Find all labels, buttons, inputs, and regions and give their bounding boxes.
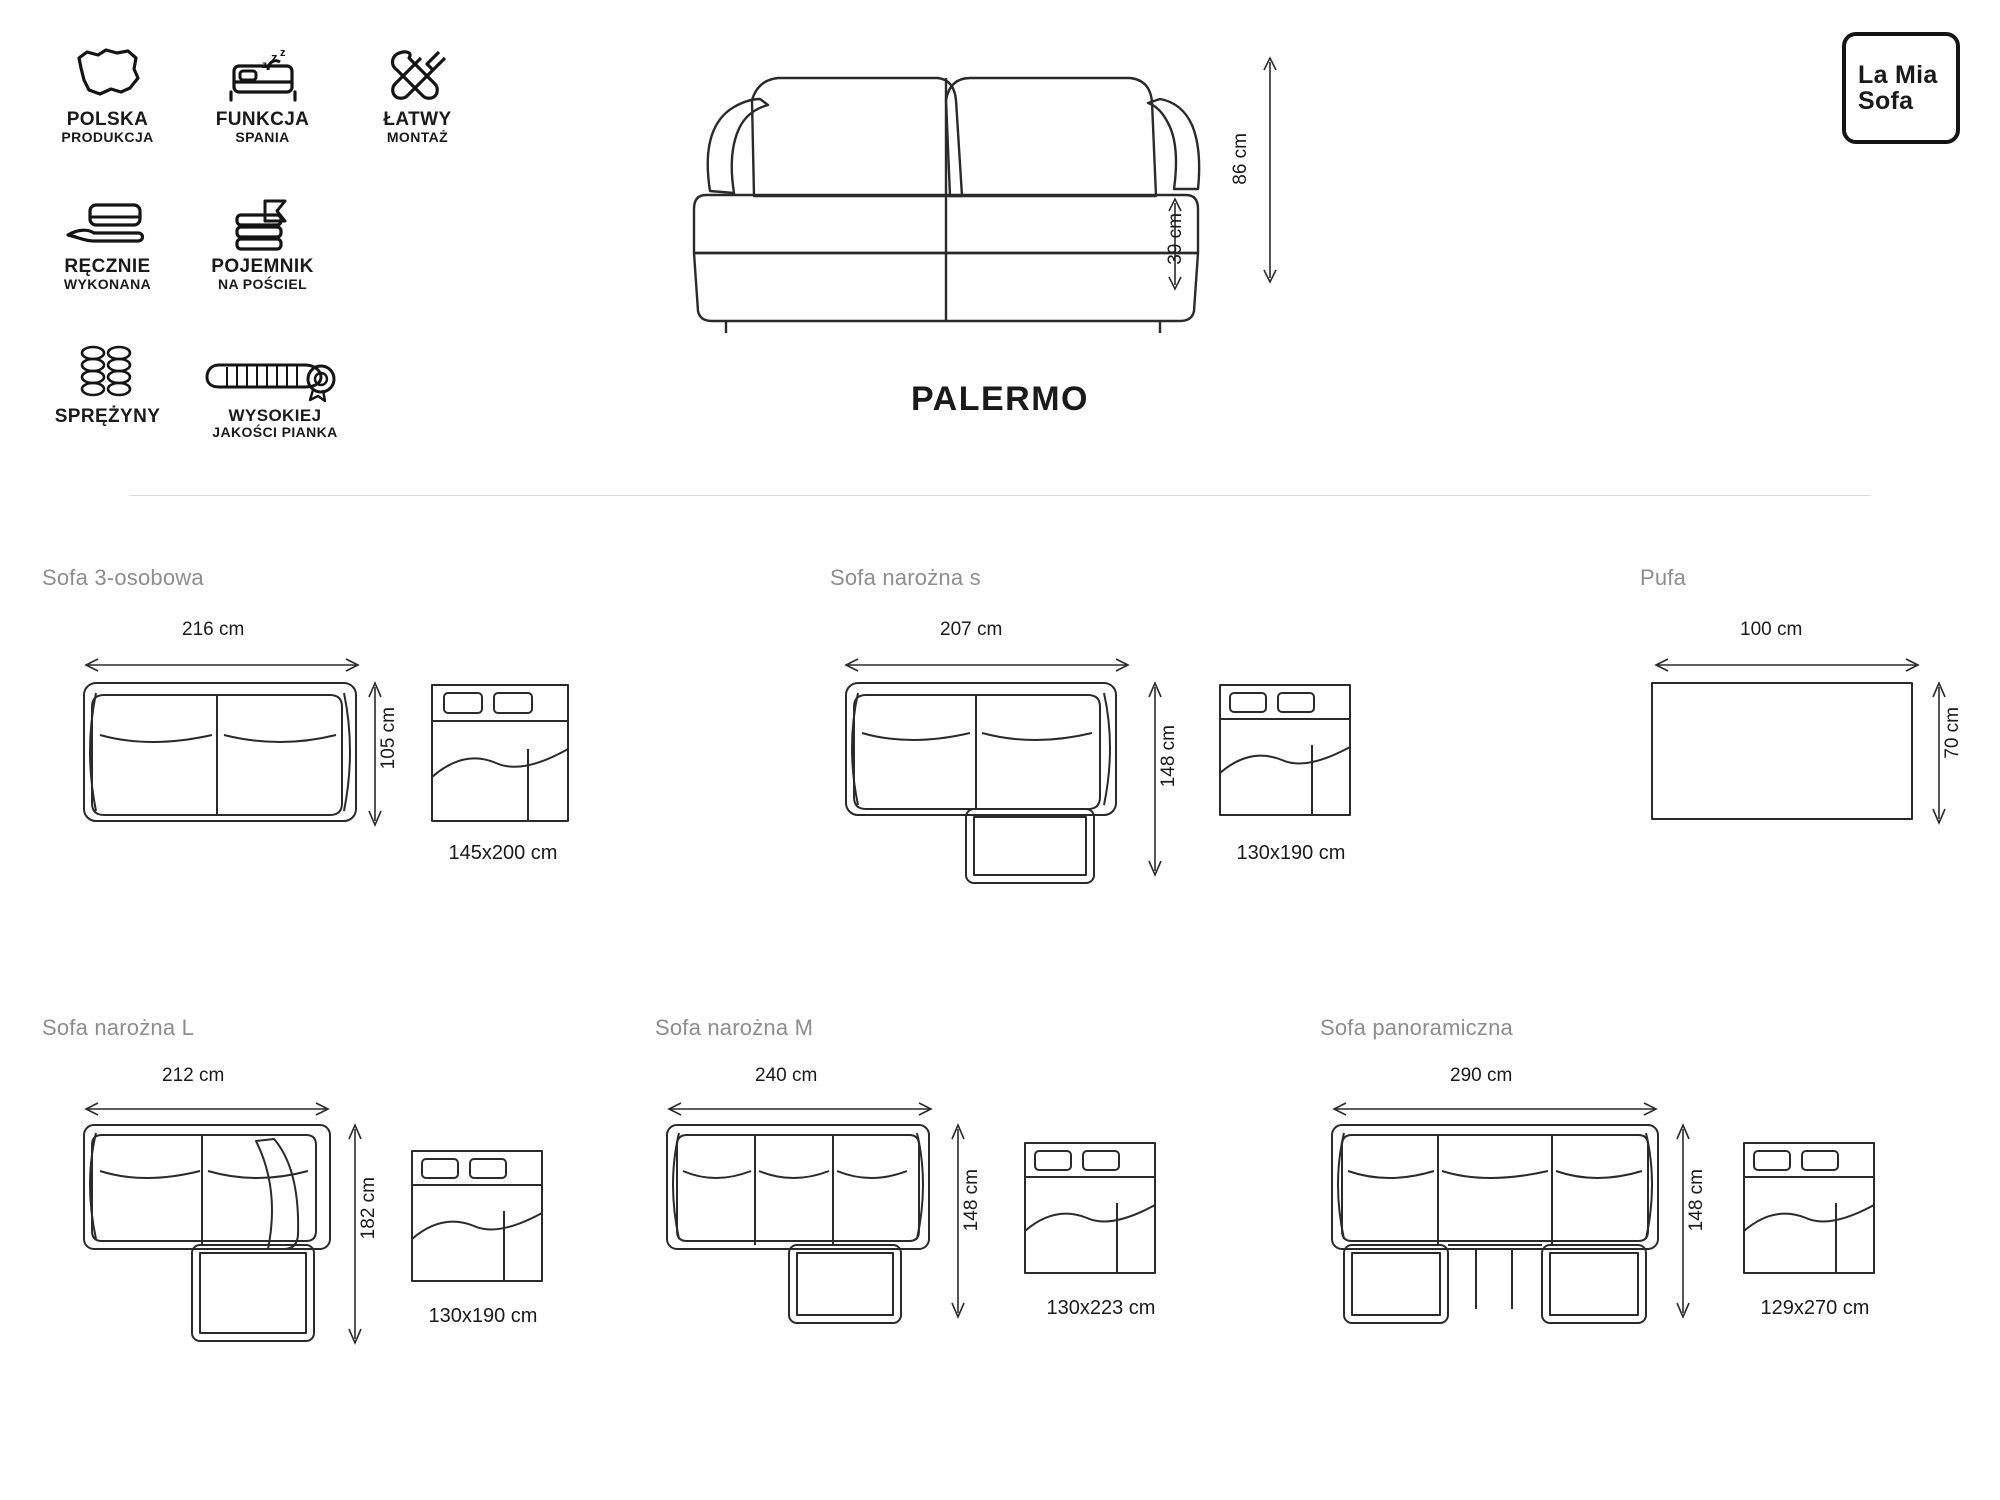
bed-top-view (408, 1147, 558, 1297)
section-divider (130, 495, 1870, 496)
sofa-top-view (1326, 1119, 1666, 1329)
svg-text:z: z (270, 50, 277, 65)
bedding-container-icon (225, 167, 301, 253)
variant-sofa-narozna-s (830, 565, 1390, 897)
bed-size-label: 130x223 cm (1046, 1297, 1156, 1319)
bed-top-view (1216, 681, 1366, 831)
brand-line-2: Sofa (1858, 87, 1914, 115)
bed-top-view (1021, 1139, 1171, 1289)
feature-latwy-montaz (340, 20, 495, 145)
sleeping-function-icon (224, 20, 302, 106)
depth-label: 148 cm (961, 1169, 982, 1232)
variant-sofa-panoramiczna (1320, 1015, 1960, 1347)
width-dimension-arrow (82, 1099, 332, 1119)
depth-label: 148 cm (1686, 1169, 1707, 1232)
variant-title: Sofa narożna s (830, 565, 981, 590)
width-label: 216 cm (182, 619, 245, 640)
feature-sprezyny (30, 317, 185, 440)
width-dimension-arrow (665, 1099, 935, 1119)
feature-wysokiej-jakosci-pianka (185, 317, 365, 440)
variant-sofa-narozna-l (42, 1015, 602, 1347)
width-dimension-arrow (842, 655, 1132, 675)
bed-size-label: 130x190 cm (1236, 842, 1346, 864)
product-name: PALERMO (911, 380, 1089, 418)
hero-total-height-label: 86 cm (1230, 133, 1251, 185)
variant-title: Sofa narożna M (655, 1015, 814, 1040)
feature-subtitle: NA POŚCIEL (217, 276, 308, 293)
feature-title: RĘCZNIE (64, 256, 151, 278)
depth-label: 148 cm (1158, 725, 1179, 788)
feature-title: ŁATWY (383, 109, 452, 130)
bed-size-label: 130x190 cm (428, 1305, 538, 1327)
width-label: 100 cm (1740, 619, 1803, 640)
bed-size-label: 145x200 cm (448, 842, 558, 864)
feature-title: POJEMNIK (211, 256, 314, 278)
feature-subtitle: JAKOŚCI PIANKA (212, 423, 338, 440)
bed-top-view (1740, 1139, 1890, 1289)
feature-title: FUNKCJA (215, 109, 310, 130)
feature-funkcja-spania (185, 20, 340, 145)
feature-row-1 (30, 20, 510, 145)
bed-top-view (428, 681, 578, 831)
springs-icon (73, 317, 143, 403)
variant-title: Sofa narożna L (42, 1015, 195, 1040)
width-label: 290 cm (1450, 1065, 1513, 1086)
hero-sofa-drawing (690, 55, 1310, 345)
variant-sofa-narozna-m (655, 1015, 1215, 1347)
feature-polska-produkcja (30, 20, 185, 145)
depth-label: 70 cm (1942, 707, 1963, 759)
feature-recznie-wykonana (30, 167, 185, 292)
feature-title: POLSKA (66, 109, 149, 130)
width-dimension-arrow (1330, 1099, 1660, 1119)
feature-subtitle: SPANIA (235, 128, 290, 145)
sofa-top-view (836, 677, 1136, 887)
width-dimension-arrow (1652, 655, 1922, 675)
sofa-top-view (78, 1119, 338, 1349)
hero-seat-height-label: 39 cm (1165, 213, 1186, 265)
width-label: 207 cm (940, 619, 1003, 640)
foam-quality-icon (205, 317, 345, 403)
feature-row-2 (30, 167, 510, 292)
feature-subtitle: MONTAŻ (386, 128, 449, 145)
handmade-icon (64, 167, 152, 253)
svg-text:z: z (261, 60, 267, 71)
variant-title: Pufa (1640, 565, 1687, 590)
feature-title: WYSOKIEJ (228, 405, 322, 425)
svg-text:z: z (279, 47, 285, 59)
hero-height-dimension (1210, 50, 1330, 290)
sofa-top-view (78, 677, 358, 837)
poland-map-icon (73, 20, 143, 106)
pufa-top-view (1646, 679, 1926, 829)
width-label: 240 cm (755, 1065, 818, 1086)
variant-pufa (1640, 565, 1970, 897)
brand-line-1: La Mia (1858, 60, 1938, 89)
width-dimension-arrow (82, 655, 362, 675)
width-label: 212 cm (162, 1065, 225, 1086)
feature-list (30, 20, 510, 440)
feature-title: SPRĘŻYNY (54, 405, 161, 427)
feature-pojemnik-na-posciel (185, 167, 340, 292)
sofa-top-view (661, 1119, 941, 1329)
feature-subtitle: WYKONANA (63, 276, 152, 293)
variant-sofa-3-osobowa (42, 565, 602, 897)
depth-label: 182 cm (358, 1177, 379, 1240)
variant-title: Sofa 3-osobowa (42, 565, 204, 590)
brand-logo (1842, 32, 1960, 144)
feature-subtitle: PRODUKCJA (61, 128, 154, 145)
feature-row-3 (30, 317, 510, 440)
tools-icon (381, 20, 455, 106)
bed-size-label: 129x270 cm (1760, 1297, 1870, 1319)
depth-label: 105 cm (378, 707, 399, 770)
variant-title: Sofa panoramiczna (1320, 1015, 1513, 1040)
